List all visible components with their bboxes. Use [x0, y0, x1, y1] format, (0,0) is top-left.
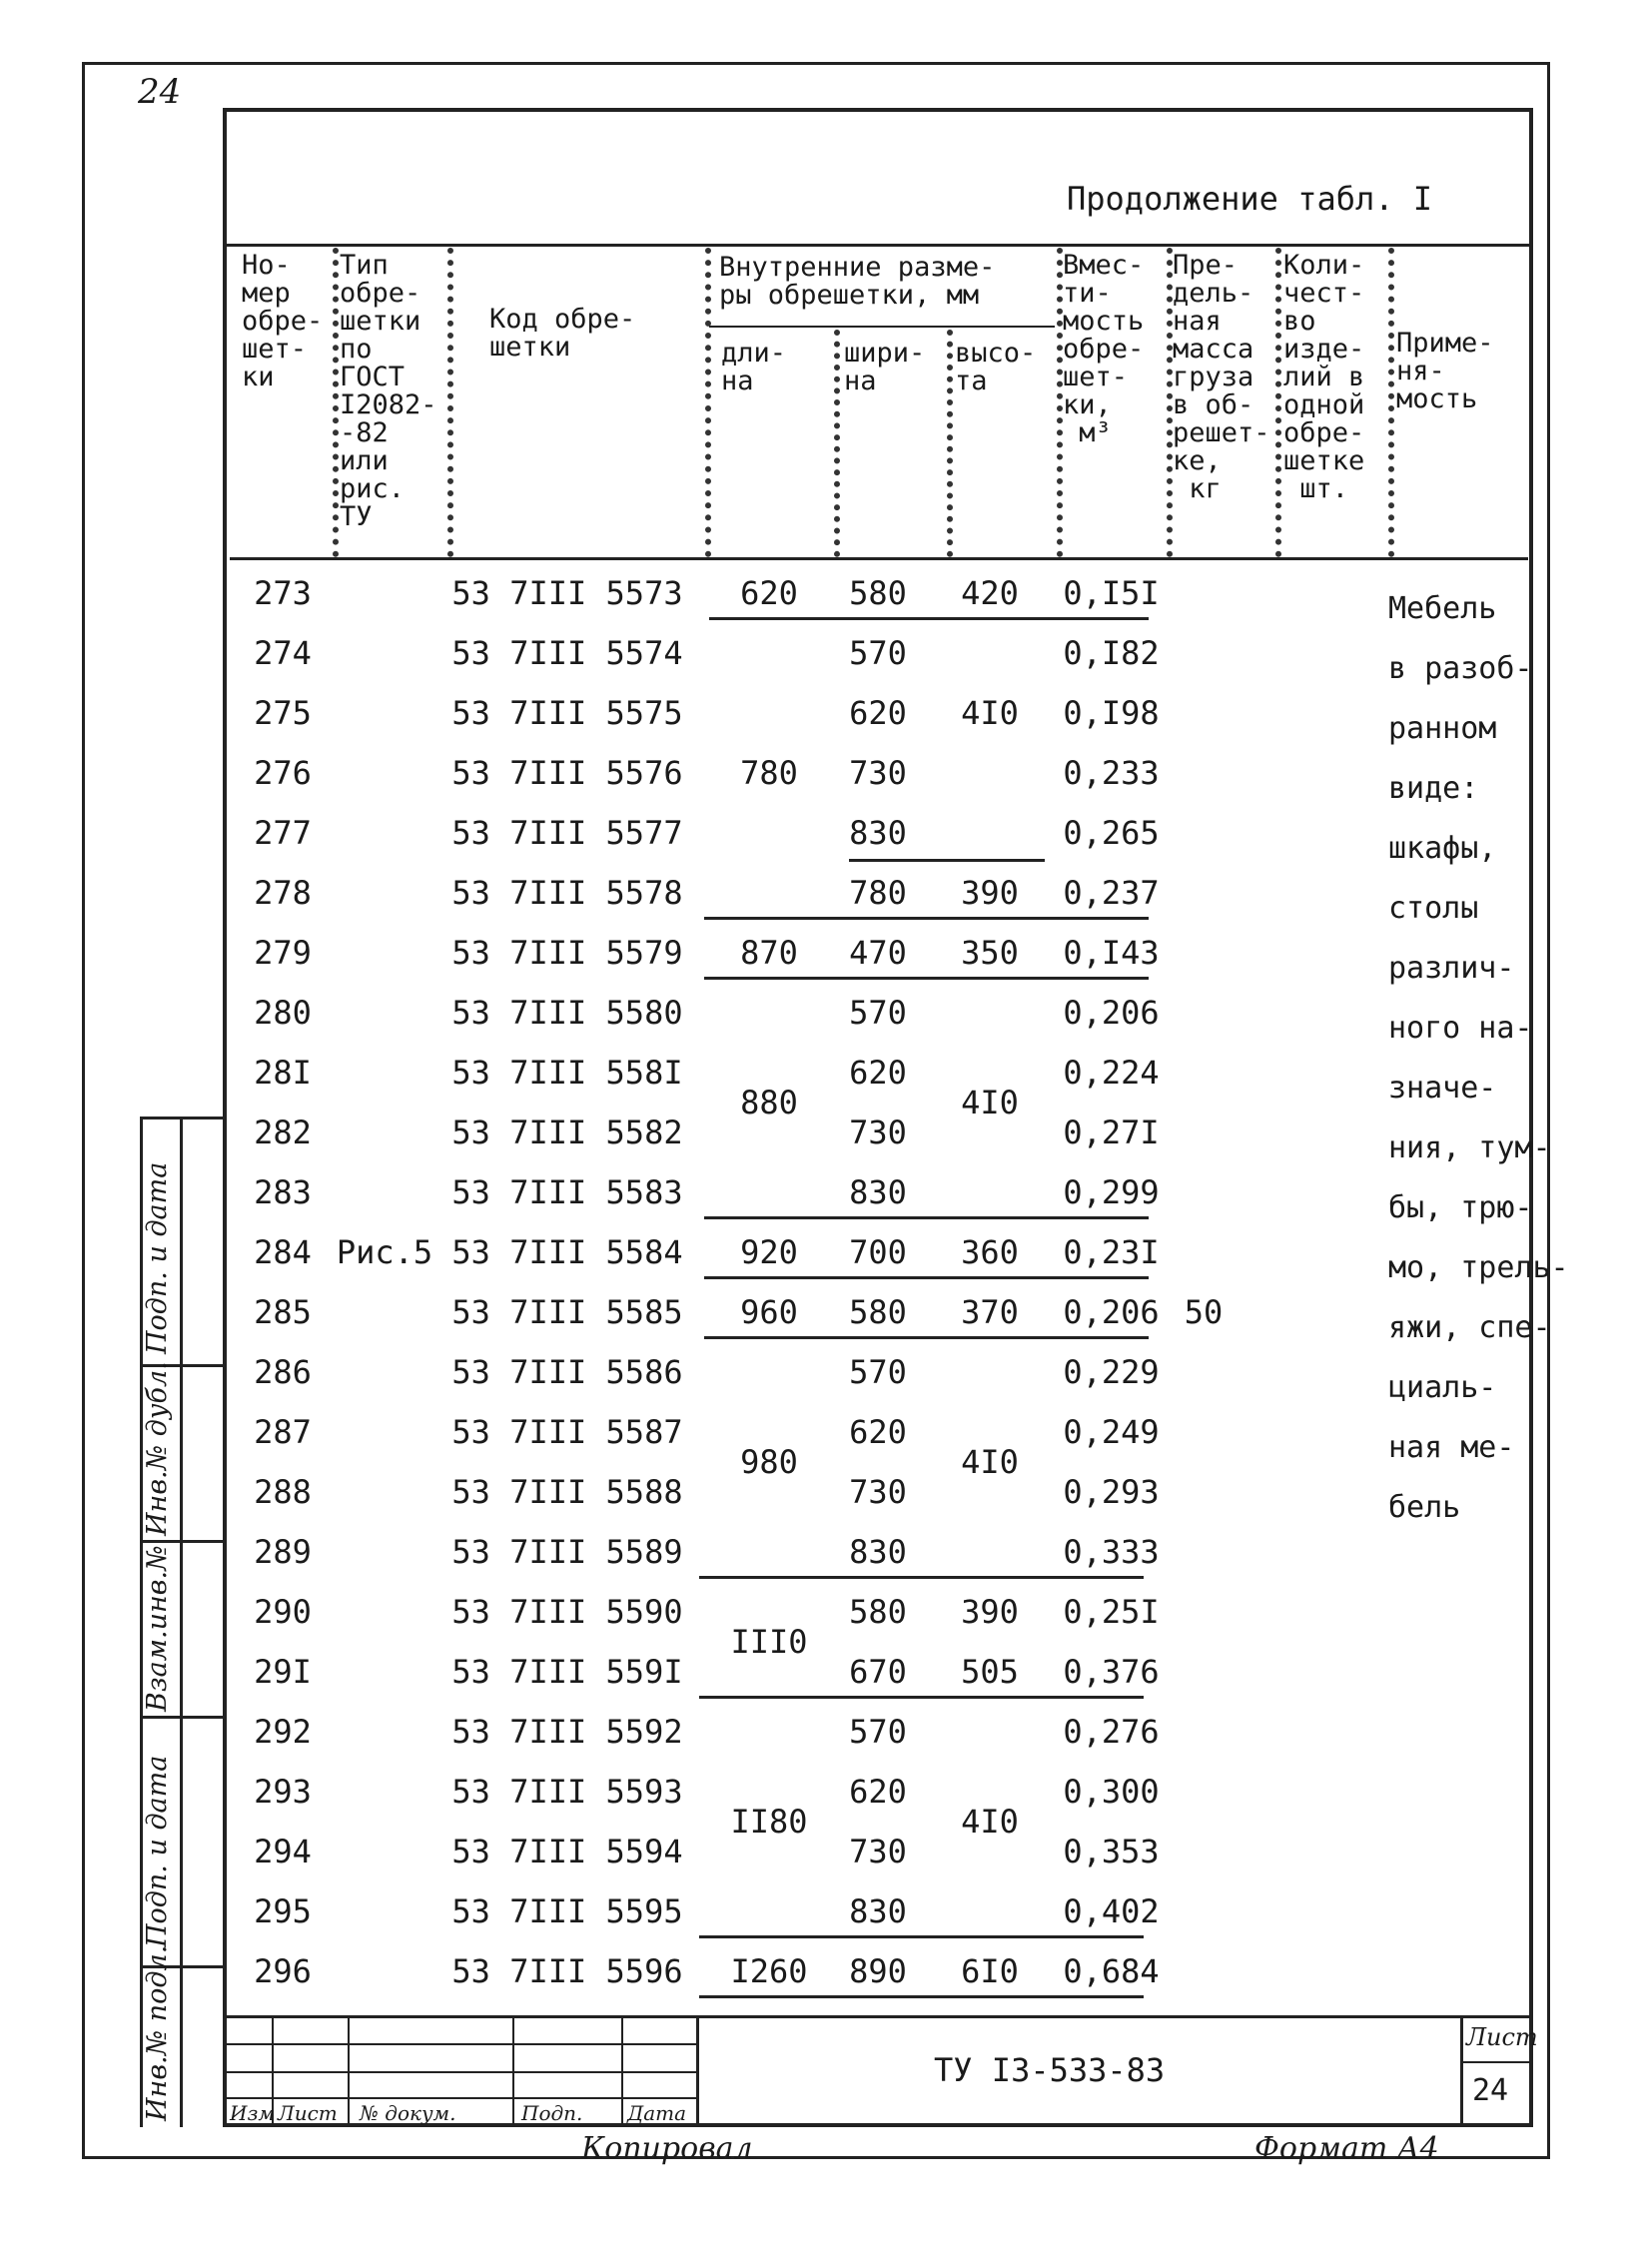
cell-width: 580 — [849, 1293, 907, 1331]
corner-page-number: 24 — [138, 72, 182, 112]
cell-length: II80 — [730, 1803, 808, 1841]
cell-code: 53 7III 558I — [451, 1054, 683, 1092]
cell-height: 505 — [961, 1653, 1019, 1691]
cell-volume: 0,402 — [1063, 1892, 1160, 1930]
cell-code: 53 7III 5578 — [451, 874, 683, 912]
cell-volume: 0,27I — [1063, 1114, 1160, 1151]
header-number: Но- мер обре- шет- ки — [242, 250, 324, 392]
doc-code: ТУ I3-533-83 — [934, 2051, 1166, 2089]
cell-code: 53 7III 5577 — [451, 814, 683, 852]
cell-volume: 0,I98 — [1063, 694, 1160, 732]
cell-type: Рис.5 — [336, 1233, 433, 1271]
side-label-inv-dubl: Инв.№ дубл. — [142, 1361, 173, 1536]
cell-number: 293 — [254, 1773, 312, 1811]
stamp-col-list: Лист — [278, 2101, 338, 2125]
footer-copied: Копировал — [581, 2131, 753, 2166]
cell-width: 730 — [849, 1473, 907, 1511]
cell-volume: 0,224 — [1063, 1054, 1160, 1092]
cell-code: 53 7III 5587 — [451, 1413, 683, 1451]
cell-volume: 0,233 — [1063, 754, 1160, 792]
cell-width: 730 — [849, 1114, 907, 1151]
cell-width: 580 — [849, 1593, 907, 1631]
cell-width: 570 — [849, 1353, 907, 1391]
header-volume: Вмес- ти- мость обре- шет- ки, м³ — [1063, 250, 1145, 448]
cell-width: 780 — [849, 874, 907, 912]
cell-volume: 0,I82 — [1063, 634, 1160, 672]
cell-height: 4I0 — [961, 1443, 1019, 1481]
cell-length: 620 — [740, 574, 798, 612]
cell-width: 700 — [849, 1233, 907, 1271]
cell-number: 29I — [254, 1653, 312, 1691]
cell-code: 53 7III 5590 — [451, 1593, 683, 1631]
cell-width: 890 — [849, 1952, 907, 1990]
side-label-inv-podl: Инв.№ подл. — [142, 1944, 173, 2121]
cell-code: 53 7III 5579 — [451, 934, 683, 972]
cell-number: 280 — [254, 994, 312, 1032]
header-inner-dims: Внутренние разме- ры обрешетки, мм — [719, 252, 996, 311]
cell-width: 470 — [849, 934, 907, 972]
cell-number: 28I — [254, 1054, 312, 1092]
cell-width: 830 — [849, 814, 907, 852]
cell-number: 276 — [254, 754, 312, 792]
cell-height: 4I0 — [961, 1084, 1019, 1121]
cell-volume: 0,684 — [1063, 1952, 1160, 1990]
cell-width: 580 — [849, 574, 907, 612]
cell-number: 282 — [254, 1114, 312, 1151]
cell-volume: 0,276 — [1063, 1713, 1160, 1751]
cell-code: 53 7III 5593 — [451, 1773, 683, 1811]
cell-length: 920 — [740, 1233, 798, 1271]
cell-volume: 0,I5I — [1063, 574, 1160, 612]
cell-length: 870 — [740, 934, 798, 972]
footer-format: Формат А4 — [1254, 2131, 1439, 2166]
cell-volume: 0,353 — [1063, 1833, 1160, 1870]
cell-volume: 0,249 — [1063, 1413, 1160, 1451]
cell-number: 284 — [254, 1233, 312, 1271]
stamp-col-date: Дата — [627, 2101, 687, 2125]
header-length: дли- на — [721, 338, 787, 396]
cell-width: 570 — [849, 1713, 907, 1751]
cell-height: 6I0 — [961, 1952, 1019, 1990]
cell-number: 296 — [254, 1952, 312, 1990]
cell-volume: 0,206 — [1063, 994, 1160, 1032]
cell-height: 390 — [961, 874, 1019, 912]
cell-height: 350 — [961, 934, 1019, 972]
cell-volume: 0,25I — [1063, 1593, 1160, 1631]
cell-length: 780 — [740, 754, 798, 792]
side-label-podp-data-2: Подп. и дата — [142, 1161, 173, 1354]
stamp-col-podp: Подп. — [521, 2101, 583, 2125]
cell-code: 53 7III 5585 — [451, 1293, 683, 1331]
sheet-number: 24 — [1472, 2073, 1509, 2108]
cell-length: 980 — [740, 1443, 798, 1481]
header-applicability: Приме- ня- мость — [1396, 328, 1494, 414]
cell-number: 283 — [254, 1173, 312, 1211]
cell-volume: 0,376 — [1063, 1653, 1160, 1691]
cell-width: 830 — [849, 1892, 907, 1930]
cell-width: 570 — [849, 634, 907, 672]
cell-number: 294 — [254, 1833, 312, 1870]
sheet-label: Лист — [1466, 2023, 1538, 2051]
cell-volume: 0,300 — [1063, 1773, 1160, 1811]
cell-code: 53 7III 5594 — [451, 1833, 683, 1870]
cell-volume: 0,237 — [1063, 874, 1160, 912]
cell-number: 292 — [254, 1713, 312, 1751]
cell-code: 53 7III 5595 — [451, 1892, 683, 1930]
cell-number: 278 — [254, 874, 312, 912]
cell-code: 53 7III 5574 — [451, 634, 683, 672]
cell-code: 53 7III 5573 — [451, 574, 683, 612]
header-height: высо- та — [955, 338, 1037, 396]
cell-code: 53 7III 5586 — [451, 1353, 683, 1391]
cell-code: 53 7III 5588 — [451, 1473, 683, 1511]
cell-volume: 0,293 — [1063, 1473, 1160, 1511]
cell-number: 279 — [254, 934, 312, 972]
cell-width: 670 — [849, 1653, 907, 1691]
header-quantity: Коли- чест- во изде- лий в одной обре- шетке шт. — [1283, 250, 1365, 504]
cell-width: 620 — [849, 1413, 907, 1451]
cell-volume: 0,I43 — [1063, 934, 1160, 972]
cell-volume: 0,229 — [1063, 1353, 1160, 1391]
cell-code: 53 7III 5576 — [451, 754, 683, 792]
cell-width: 730 — [849, 1833, 907, 1870]
cell-length: 880 — [740, 1084, 798, 1121]
cell-height: 4I0 — [961, 1803, 1019, 1841]
cell-height: 370 — [961, 1293, 1019, 1331]
cell-number: 277 — [254, 814, 312, 852]
cell-height: 4I0 — [961, 694, 1019, 732]
header-bottom-rule — [230, 557, 1528, 560]
cell-length: I260 — [730, 1952, 808, 1990]
cell-width: 570 — [849, 994, 907, 1032]
cell-code: 53 7III 5589 — [451, 1533, 683, 1571]
header-max-mass: Пре- дель- ная масса груза в об- решет- ке, кг — [1173, 250, 1270, 504]
cell-volume: 0,333 — [1063, 1533, 1160, 1571]
cell-number: 290 — [254, 1593, 312, 1631]
cell-code: 53 7III 5580 — [451, 994, 683, 1032]
cell-width: 620 — [849, 1773, 907, 1811]
cell-height: 390 — [961, 1593, 1019, 1631]
header-code: Код обре- шетки — [489, 304, 636, 363]
header-width: шири- на — [844, 338, 926, 396]
cell-code: 53 7III 5584 — [451, 1233, 683, 1271]
cell-width: 830 — [849, 1533, 907, 1571]
cell-code: 53 7III 5582 — [451, 1114, 683, 1151]
cell-max-mass: 50 — [1184, 1293, 1224, 1331]
cell-volume: 0,23I — [1063, 1233, 1160, 1271]
cell-number: 273 — [254, 574, 312, 612]
side-label-vzam-inv: Взам.инв.№ — [142, 1545, 173, 1712]
cell-height: 360 — [961, 1233, 1019, 1271]
cell-width: 730 — [849, 754, 907, 792]
cell-code: 53 7III 5596 — [451, 1952, 683, 1990]
cell-length: III0 — [730, 1623, 808, 1661]
cell-code: 53 7III 5583 — [451, 1173, 683, 1211]
stamp-col-doc: № докум. — [360, 2101, 456, 2125]
cell-volume: 0,265 — [1063, 814, 1160, 852]
cell-number: 288 — [254, 1473, 312, 1511]
cell-code: 53 7III 5592 — [451, 1713, 683, 1751]
continuation-title: Продолжение табл. I — [1067, 180, 1433, 218]
cell-number: 285 — [254, 1293, 312, 1331]
cell-number: 274 — [254, 634, 312, 672]
cell-code: 53 7III 559I — [451, 1653, 683, 1691]
cell-width: 620 — [849, 1054, 907, 1092]
cell-code: 53 7III 5575 — [451, 694, 683, 732]
cell-width: 830 — [849, 1173, 907, 1211]
header-type: Тип обре- шетки по ГОСТ I2082- -82 или рис. ТУ — [340, 250, 437, 532]
cell-height: 420 — [961, 574, 1019, 612]
cell-number: 275 — [254, 694, 312, 732]
cell-number: 289 — [254, 1533, 312, 1571]
cell-volume: 0,206 — [1063, 1293, 1160, 1331]
cell-number: 287 — [254, 1413, 312, 1451]
header-top-rule — [227, 244, 1529, 247]
cell-volume: 0,299 — [1063, 1173, 1160, 1211]
side-label-podp-data: Подп. и дата — [142, 1755, 173, 1947]
cell-number: 286 — [254, 1353, 312, 1391]
stamp-col-izm: Изм — [230, 2101, 275, 2125]
cell-length: 960 — [740, 1293, 798, 1331]
cell-number: 295 — [254, 1892, 312, 1930]
cell-width: 620 — [849, 694, 907, 732]
